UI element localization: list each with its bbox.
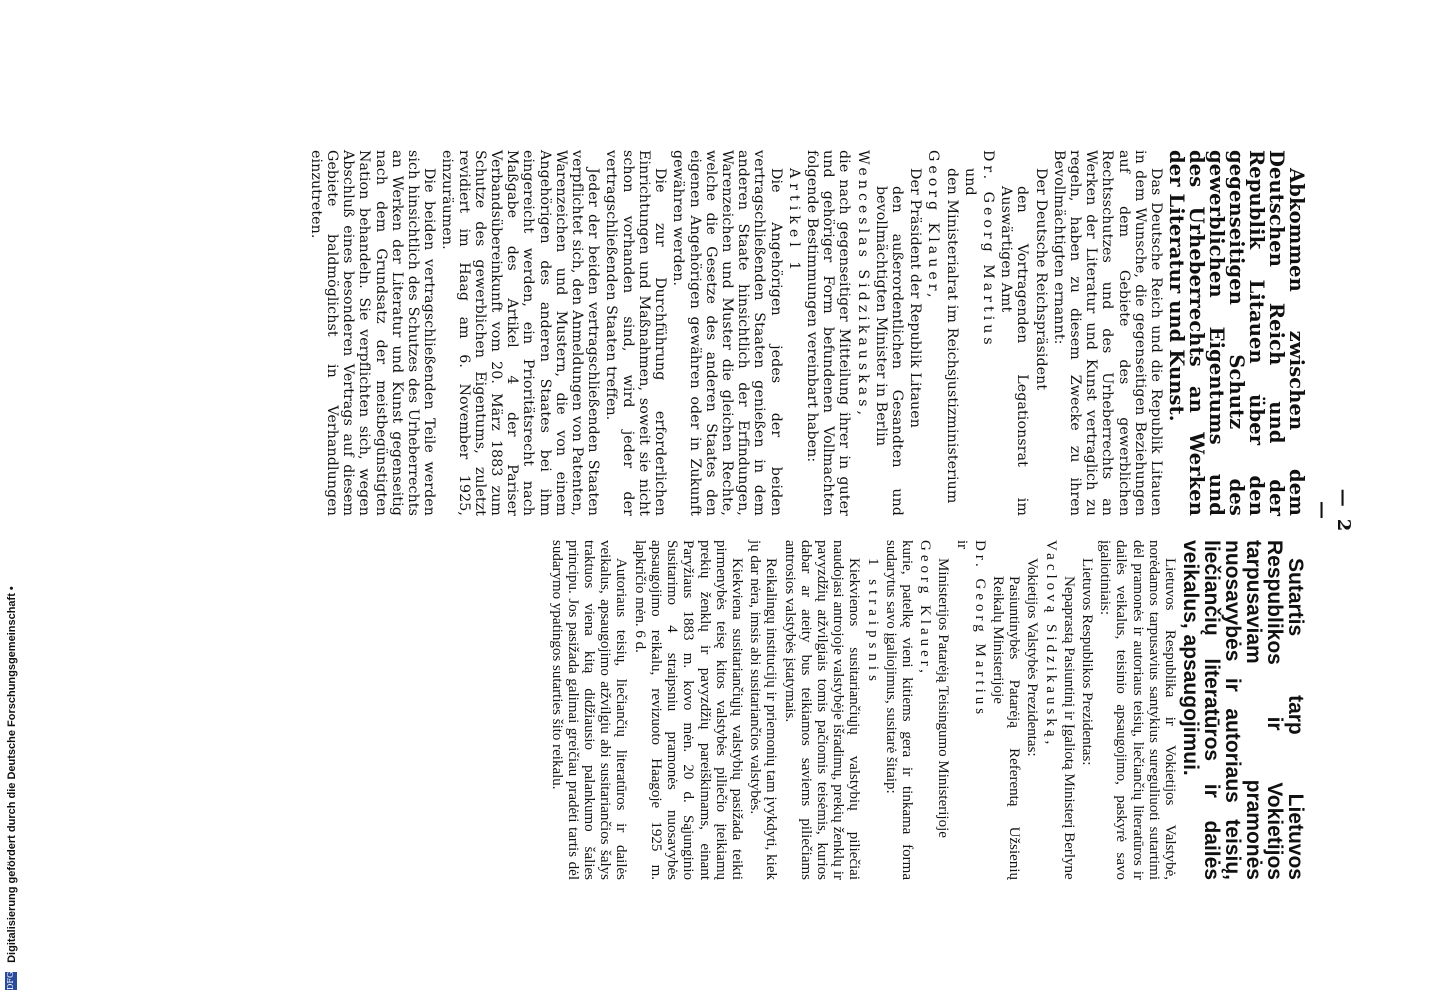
german-column: [306, 150, 1306, 516]
lithuanian-closing: kurie, patelkę vieni kitiems gera ir tinkama forma sudarytus savo įgaliojimus, susitarė šitaip:: [882, 540, 915, 880]
german-de-name1: Dr. Georg Martius: [979, 150, 996, 349]
lithuanian-lt-head: Lietuvos Respublikos Prezidentas:: [1078, 558, 1095, 766]
footer-strip: [0, 0, 16, 992]
lithuanian-intro: Lietuvos Respublika ir Vokietijos Valstybė, norėdamos tarpusavius santykius sureguliuoti sutartimi dėl pramonės ir autoriaus teisių, liečiančių literatūros ir dailės veikalus, teisinio apsaugojimo, paskyrė savo įgaliotiniais:: [1097, 540, 1178, 880]
german-lt-rank: den außerordentlichen Gesandten und bevollmächtigten Minister in Berlin: [872, 186, 905, 516]
german-intro: Das Deutsche Reich und die Republik Litauen in dem Wunsche, die gegenseitigen Beziehungen auf dem Gebiete des gewerblichen Rechtsschutzes und des Urheberrechts an Werken der Literatur und Kunst vertraglich zu regeln, haben zu diesem Zwecke zu ihren Bevollmächtigten ernannt:: [1050, 150, 1164, 516]
lithuanian-paragraph-2: Reikalingų institucijų ir priemonių tam įvykdyti, kiek jų dar nėra, imsis abi susitariančios valstybės.: [747, 540, 780, 880]
german-lt-name: Wenceslas Sidzikauskas,: [854, 150, 871, 420]
footer-text: Digitalisierung gefördert durch die Deutsche Forschungsgemeinschaft •: [6, 586, 18, 963]
lithuanian-article-heading: 1 straipsnis: [864, 558, 881, 686]
lithuanian-paragraph-3: Kiekviena susitariančiųjų valstybių pasižada teikti pirmenybės teisę kitos valstybės piliečio įteikiamų prekių ženklų ir pavyzdžių pareiškimams, einant Paryžiaus 1883 m. kovo mėn. 20 d. Sąjunginio Susitarimo 4 straipsniu pramonės nuosavybės apsaugojimo reikalu, revizuoto Haagoje 1925 m. lapkričio mėn. 6 d.: [631, 540, 745, 880]
german-paragraph-3: Jeder der beiden vertragschließenden Staaten verpflichtet sich, den Anmeldungen von Patenten, Warenzeichen und Mustern, die von einem Angehörigen des anderen Staates bei ihm eingereicht werden, ein Prioritätsrecht nach Maßgabe des Artikel 4 der Pariser Verbandsübereinkunft vom 20. März 1883 zum Schutze des gewerblichen Eigentums, zuletzt revidiert im Haag am 6. November 1925, einzuräumen.: [439, 150, 602, 516]
lithuanian-title: Sutartis tarp Lietuvos Respublikos ir Vokietijos tarpusaviam pramonės nuosavybės ir autoriaus teisių, liečiančių literatūros ir dailės veikalus, apsaugojimui.: [1179, 540, 1307, 880]
lithuanian-de-rank2: Ministerijos Patarėją Teisingumo Ministerijoje: [935, 558, 952, 838]
german-paragraph-4: Die beiden vertragschließenden Teile werden sich hinsichtlich des Schutzes des Urheberrechts an Werken der Literatur und Kunst gegenseitig nach dem Grundsatz der meistbegünstigten Nation behandeln. Sie verpflichten sich, wegen Abschluß eines besonderen Vertrags auf diesem Gebiete baldmöglichst in Verhandlungen einzutreten.: [307, 150, 438, 516]
lithuanian-de-head: Vokietijos Valstybės Prezidentas:: [1024, 558, 1041, 757]
german-de-rank2: den Ministerialrat im Reichsjustizministerium: [943, 168, 960, 504]
lithuanian-lt-name: Vaclovą Sidzikauską,: [1042, 540, 1059, 749]
page-number: [1312, 480, 1354, 540]
lithuanian-de-rank: Pasiuntinybės Patarėją Referentą Užsienių Reikalų Ministerijoje: [989, 576, 1023, 880]
german-title: Abkommen zwischen dem Deutschen Reich und der Republik Litauen über den gegenseitigen Schutz des gewerblichen Eigentums und des Urheberrechts an Werken der Literatur und Kunst.: [1165, 150, 1308, 516]
german-closing: die nach gegenseitiger Mitteilung ihrer in guter und gehöriger Form befundenen Vollmachten folgende Bestimmungen vereinbart haben:: [803, 150, 853, 516]
page-number-value: 2: [1333, 518, 1354, 532]
page-dash-left: —: [1333, 488, 1354, 507]
lithuanian-de-name2: Georg Klauer,: [917, 540, 934, 677]
german-paragraph-2: Die zur Durchführung erforderlichen Einrichtungen und Maßnahmen, soweit sie nicht schon vorhanden sind, wird jeder der vertragschließenden Staaten treffen.: [603, 150, 669, 516]
page-dash-right: —: [1312, 501, 1333, 519]
lithuanian-paragraph-4: Autoriaus teisių, liečiančių literatūros ir dailės veikalus, apsaugojimo atžvilgiu abi susitariančios šalys traktuos viena kitą didžiausio palankumo šalies principu. Jos pasižada galimai greičiau pradėti tartis dėl sudarymo ypatingos sutarties šito reikalu.: [548, 540, 630, 880]
german-und: und: [961, 168, 978, 196]
lithuanian-column: [546, 540, 1306, 880]
dfg-logo: DFG: [5, 971, 15, 990]
german-article-heading: Artikel 1: [785, 168, 802, 276]
german-de-name2: Georg Klauer,: [925, 150, 942, 302]
lithuanian-ir: ir: [953, 540, 970, 550]
german-lt-head: Der Präsident der Republik Litauen: [907, 168, 924, 429]
lithuanian-de-name1: Dr. Georg Martius: [971, 540, 988, 719]
german-de-rank: den Vortragenden Legationsrat im Auswärtigen Amt: [998, 186, 1031, 516]
lithuanian-paragraph-1: Kiekvienos susitariančiųjų valstybių piliečiai naudojasi antrojoje valstybėje išradimų, prekių ženklų ir pavyzdžių atžvilgiais tomis pačiomis teisėmis, kurios dabar ar ateity bus teikiamos saviems piliečiams antrosios valstybės įstatymais.: [781, 540, 863, 880]
german-de-head: Der Deutsche Reichspräsident: [1032, 168, 1049, 391]
lithuanian-lt-rank: Nepaprastą Pasiuntinį ir Įgaliotą Ministerį Berlyne: [1060, 576, 1077, 880]
german-paragraph-1: Die Angehörigen jedes der beiden vertragschließenden Staaten genießen in dem anderen Staate hinsichtlich der Erfindungen, Warenzeichen und Muster die gleichen Rechte, welche die Gesetze des anderen Staates den eigenen Angehörigen gewähren oder in Zukunft gewähren werden.: [670, 150, 784, 516]
